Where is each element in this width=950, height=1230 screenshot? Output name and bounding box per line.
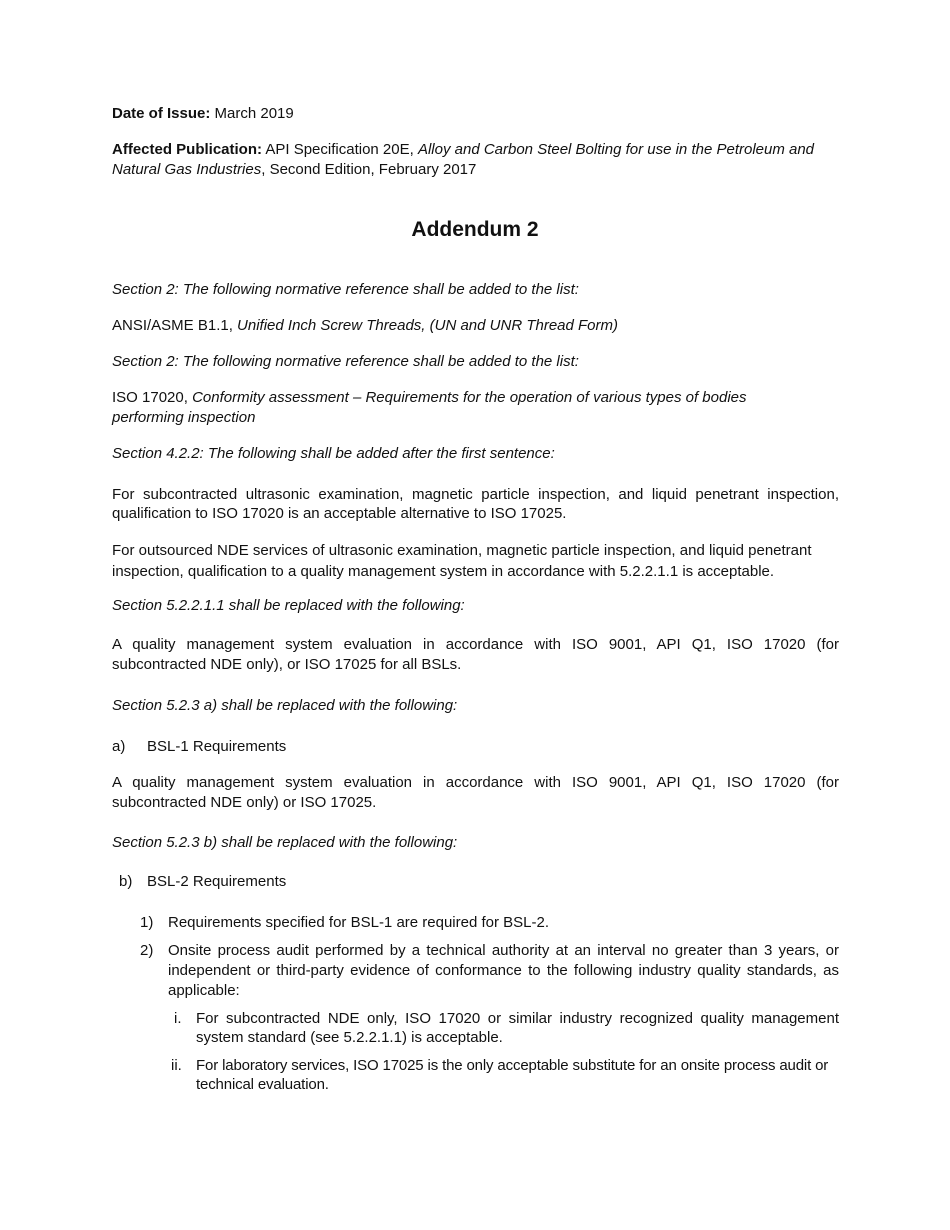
bsl-1-requirements-paragraph: A quality management system evaluation in accordance with ISO 9001, API Q1, ISO 17020 (for subcontracted NDE only) or ISO 17025.	[112, 774, 839, 811]
bsl-1-requirements-heading: BSL-1 Requirements	[147, 738, 287, 755]
list-marker-a: a)	[112, 738, 126, 755]
date-of-issue: Date of Issue: March 2019	[112, 105, 294, 122]
bsl-2-subitem-i: For subcontracted NDE only, ISO 17020 or similar industry recognized quality management system standard (see 5.2.2.1.1) is acceptable.	[196, 1010, 839, 1046]
section-5-2-3-a-instruction: Section 5.2.3 a) shall be replaced with the following:	[112, 697, 458, 714]
section-5-2-2-1-1-instruction: Section 5.2.2.1.1 shall be replaced with the following:	[112, 597, 465, 614]
section-5-2-3-b-instruction: Section 5.2.3 b) shall be replaced with the following:	[112, 834, 458, 851]
section-4-2-2-paragraph-1: For subcontracted ultrasonic examination, magnetic particle inspection, and liquid penetrant inspection, qualification to ISO 17020 is an acceptable alternative to ISO 17025.	[112, 486, 839, 522]
page-title: Addendum 2	[411, 218, 539, 241]
list-marker-2: 2)	[140, 942, 154, 959]
bsl-2-requirements-heading: BSL-2 Requirements	[147, 873, 287, 890]
section-4-2-2-instruction: Section 4.2.2: The following shall be added after the first sentence:	[112, 445, 555, 462]
list-marker-i: i.	[174, 1010, 182, 1027]
section-2-instruction-1: Section 2: The following normative reference shall be added to the list:	[112, 281, 579, 298]
section-4-2-2-paragraph-2: For outsourced NDE services of ultrasonic examination, magnetic particle inspection, and liquid penetrant inspection, qualification to a quality management system in accordance with 5.2.2.1.1 is acceptable.	[112, 542, 812, 580]
normative-reference-asme: ANSI/ASME B1.1, Unified Inch Screw Threads, (UN and UNR Thread Form)	[112, 317, 619, 334]
section-2-instruction-2: Section 2: The following normative reference shall be added to the list:	[112, 353, 579, 370]
bsl-2-subitem-ii: For laboratory services, ISO 17025 is the only acceptable substitute for an onsite process audit or technical evaluation.	[196, 1057, 829, 1093]
list-marker-b: b)	[119, 873, 133, 890]
affected-publication: Affected Publication: API Specification 20E, Alloy and Carbon Steel Bolting for use in the Petroleum and Natural Gas Industries, Second Edition, February 2017	[112, 141, 815, 178]
normative-reference-iso: ISO 17020, Conformity assessment – Requirements for the operation of various types of bodies performing inspection	[112, 389, 747, 426]
list-marker-1: 1)	[140, 914, 154, 931]
bsl-2-item-2: Onsite process audit performed by a technical authority at an interval no greater than 3 years, or independent or third-party evidence of conformance to the following industry quality standards, as applicable:	[168, 942, 839, 999]
section-5-2-2-1-1-paragraph: A quality management system evaluation in accordance with ISO 9001, API Q1, ISO 17020 (for subcontracted NDE only), or ISO 17025 for all BSLs.	[112, 636, 839, 673]
list-marker-ii: ii.	[171, 1057, 182, 1074]
bsl-2-item-1: Requirements specified for BSL-1 are required for BSL-2.	[168, 914, 550, 931]
